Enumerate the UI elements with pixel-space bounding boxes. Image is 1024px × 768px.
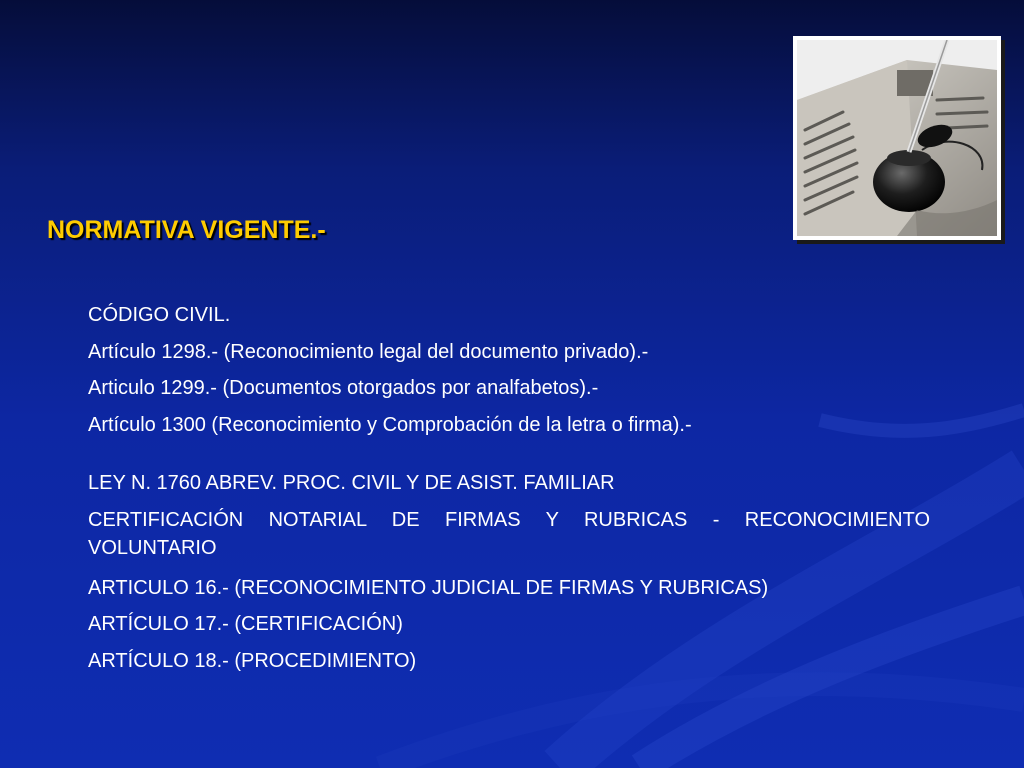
list-item-articulo-18: ARTÍCULO 18.- (PROCEDIMIENTO): [88, 649, 417, 672]
book-and-quill-pen-icon: [797, 40, 997, 236]
list-item-articulo-1299: Articulo 1299.- (Documentos otorgados por analfabetos).-: [88, 377, 599, 399]
slide-body: [88, 300, 930, 682]
certificacion-notarial-line-continued: VOLUNTARIO: [88, 536, 217, 559]
list-item-articulo-16: ARTICULO 16.- (RECONOCIMIENTO JUDICIAL DE FIRMAS Y RUBRICAS): [88, 576, 769, 599]
slide-title: NORMATIVA VIGENTE.-: [47, 216, 326, 244]
ley-1760-heading: LEY N. 1760 ABREV. PROC. CIVIL Y DE ASIST. FAMILIAR: [88, 472, 615, 494]
list-item-articulo-1300: Artículo 1300 (Reconocimiento y Comprobación de la letra o firma).-: [88, 413, 692, 436]
list-item-articulo-1298: Artículo 1298.- (Reconocimiento legal del documento privado).-: [88, 340, 649, 363]
section-spacer: [88, 446, 930, 468]
book-quill-photo: [793, 36, 1001, 240]
certificacion-notarial-line: CERTIFICACIÓN NOTARIAL DE FIRMAS Y RUBRICAS - RECONOCIMIENTO: [88, 508, 930, 531]
codigo-civil-heading: CÓDIGO CIVIL.: [88, 304, 231, 326]
list-item-articulo-17: ARTÍCULO 17.- (CERTIFICACIÓN): [88, 613, 403, 635]
